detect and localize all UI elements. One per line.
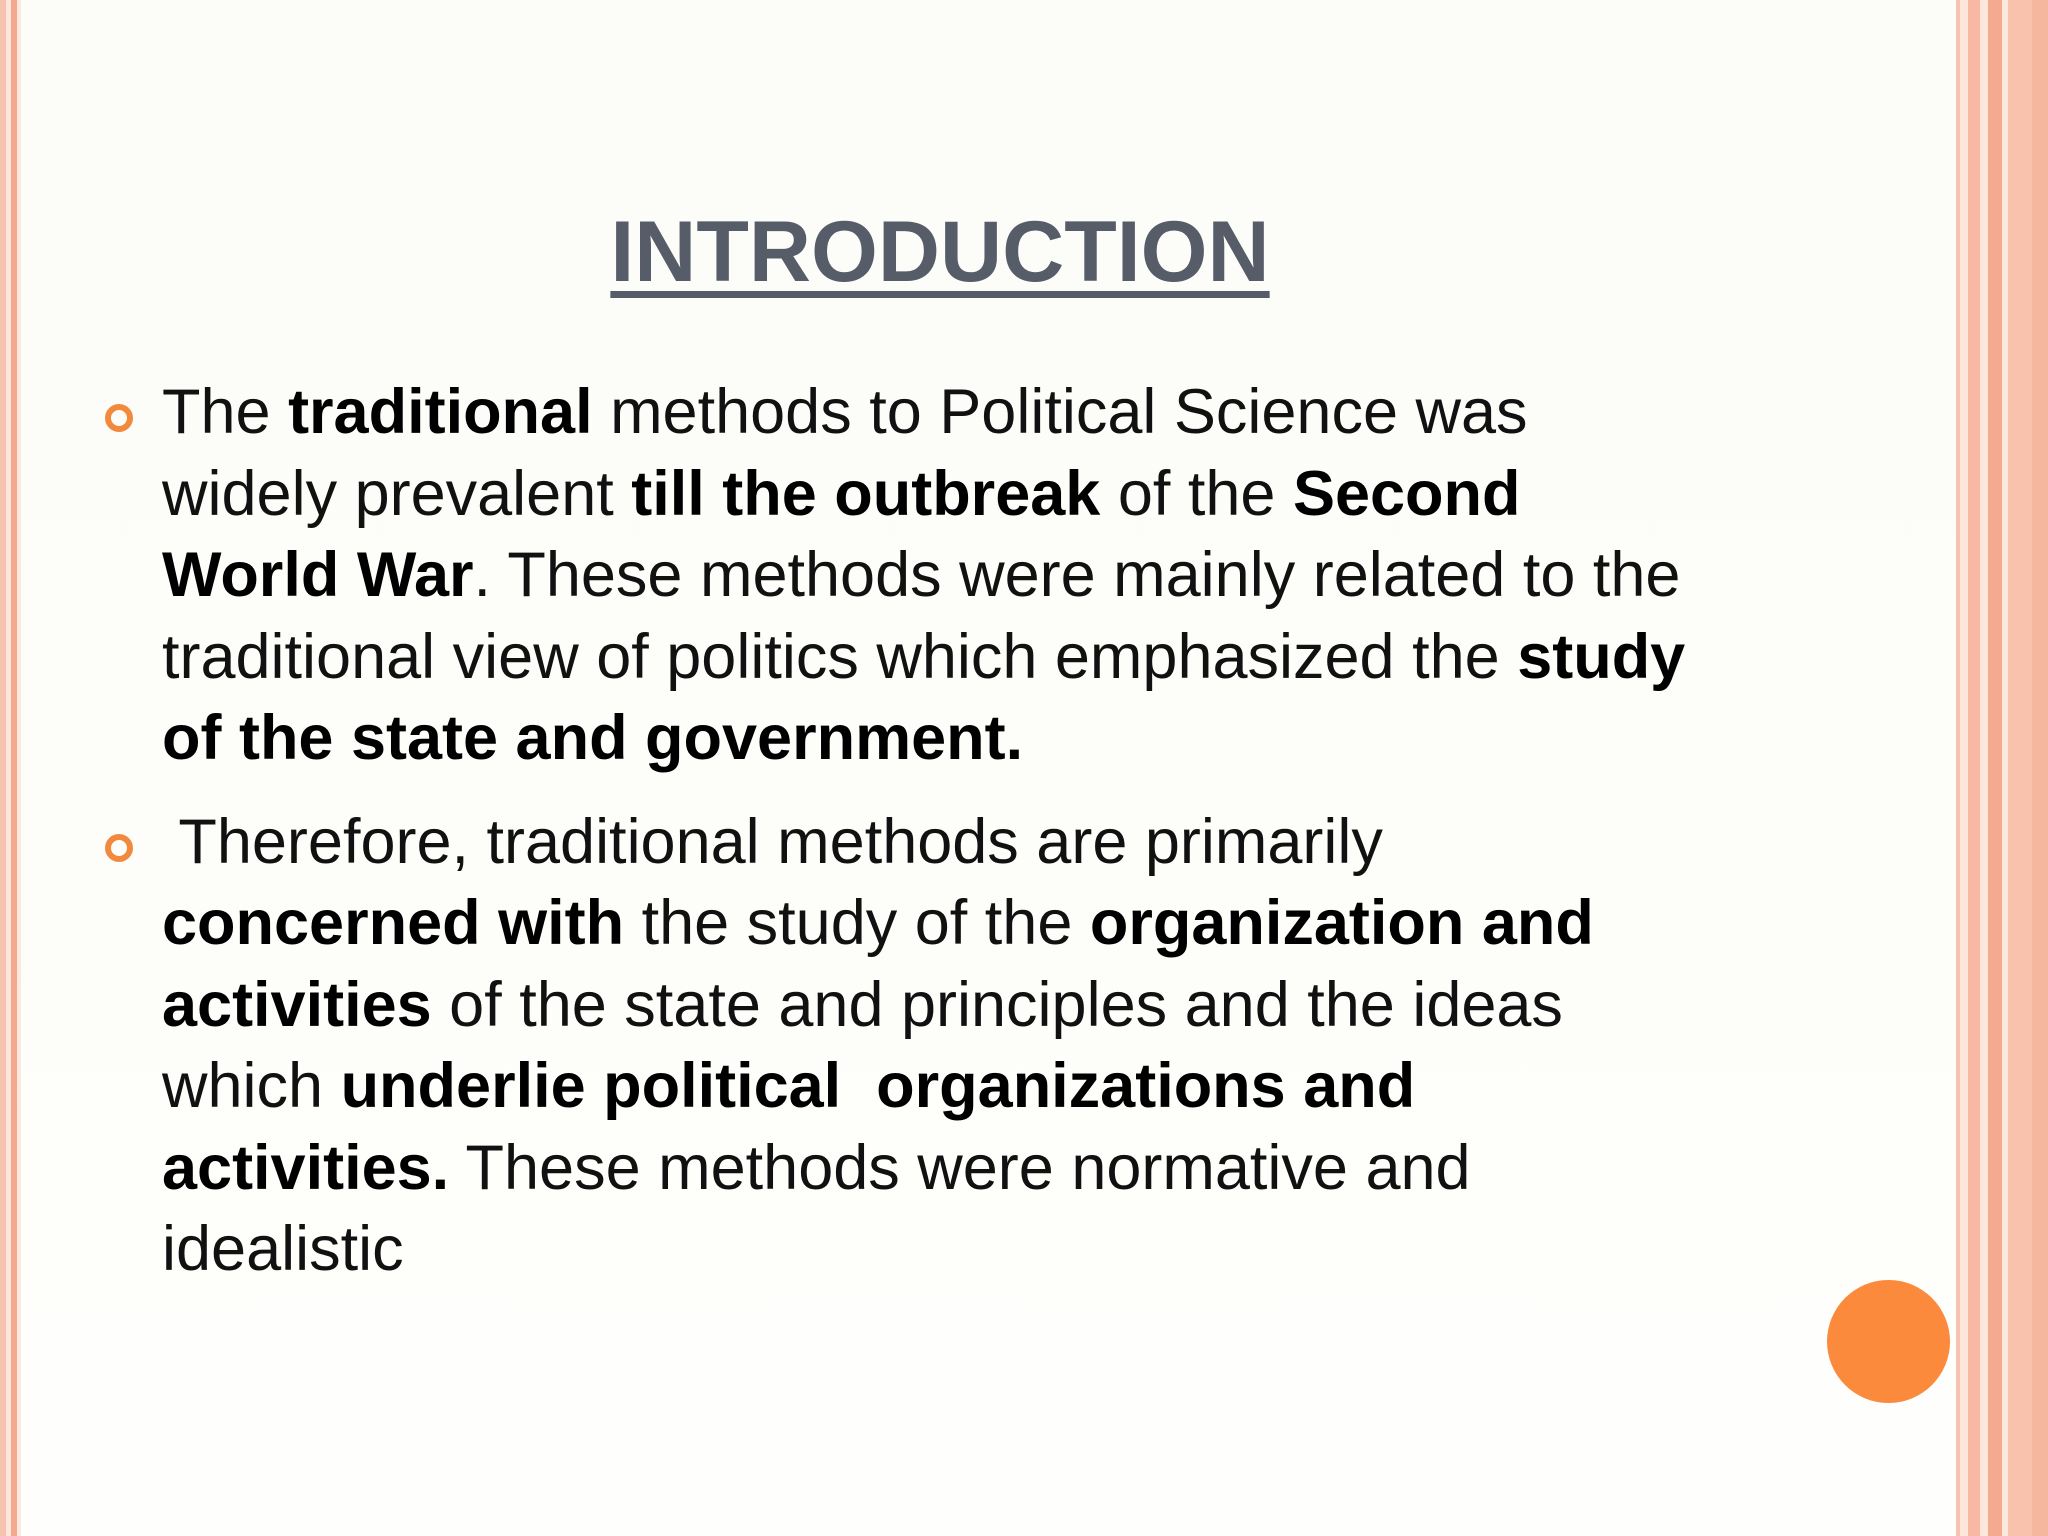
text-run: idealistic [162, 1214, 404, 1284]
bold-text-run: activities. [162, 1132, 450, 1203]
bullet-text-line [162, 965, 1860, 1047]
text-run: traditional view of politics which emphasized the [162, 621, 1518, 692]
bullet-text-line [162, 454, 1860, 536]
text-run: widely prevalent [162, 458, 632, 529]
bullet-item [100, 372, 1860, 780]
text-run: These methods were normative and [449, 1132, 1471, 1203]
bullet-text-line [162, 617, 1860, 699]
text-run: methods to Political Science was [592, 377, 1528, 447]
text-run: which [162, 1051, 341, 1121]
text-run: Therefore, traditional methods are primarily [162, 806, 1383, 877]
bullet-ring-icon [105, 834, 133, 862]
bullet-text-line [162, 1128, 1860, 1210]
bold-text-run: activities [162, 969, 432, 1040]
bullet-text-line [162, 535, 1860, 617]
bold-text-run: of the state and government. [162, 703, 1024, 773]
bullet-text-line [162, 802, 1860, 884]
text-run: of the [1100, 458, 1293, 529]
text-run: . These methods were mainly related to the [473, 540, 1681, 610]
text-run: of the state and principles and the ideas [431, 969, 1563, 1040]
text-run: The [162, 377, 289, 447]
decorative-orange-circle [1827, 1280, 1950, 1403]
bold-text-run: till the outbreak [631, 458, 1101, 529]
right-border-stripe [2008, 0, 2032, 1536]
bullet-item [100, 802, 1860, 1291]
right-border-stripe [1960, 0, 1968, 1536]
right-border-stripe [1980, 0, 1988, 1536]
bold-text-run: World War [162, 540, 474, 610]
bold-text-run: study [1517, 621, 1686, 692]
bullet-text-line [162, 698, 1860, 780]
bullet-text-line [162, 883, 1860, 965]
bold-text-run: traditional [288, 377, 593, 447]
bullet-list [100, 372, 1860, 1291]
slide-title: INTRODUCTION [610, 204, 1270, 300]
bullet-ring-icon [105, 404, 133, 432]
bold-text-run: organization and [1089, 888, 1594, 958]
text-run: the study of the [624, 888, 1090, 958]
bold-text-run: concerned with [162, 888, 625, 958]
bullet-text-line [162, 372, 1860, 454]
right-border-stripe [2032, 0, 2048, 1536]
right-border-stripe [1968, 0, 1980, 1536]
bullet-text-line [162, 1046, 1860, 1128]
bold-text-run: Second [1292, 458, 1521, 529]
right-border-stripe [1988, 0, 2002, 1536]
bullet-text-line [162, 1209, 1860, 1291]
bold-text-run: underlie political organizations and [340, 1051, 1416, 1121]
